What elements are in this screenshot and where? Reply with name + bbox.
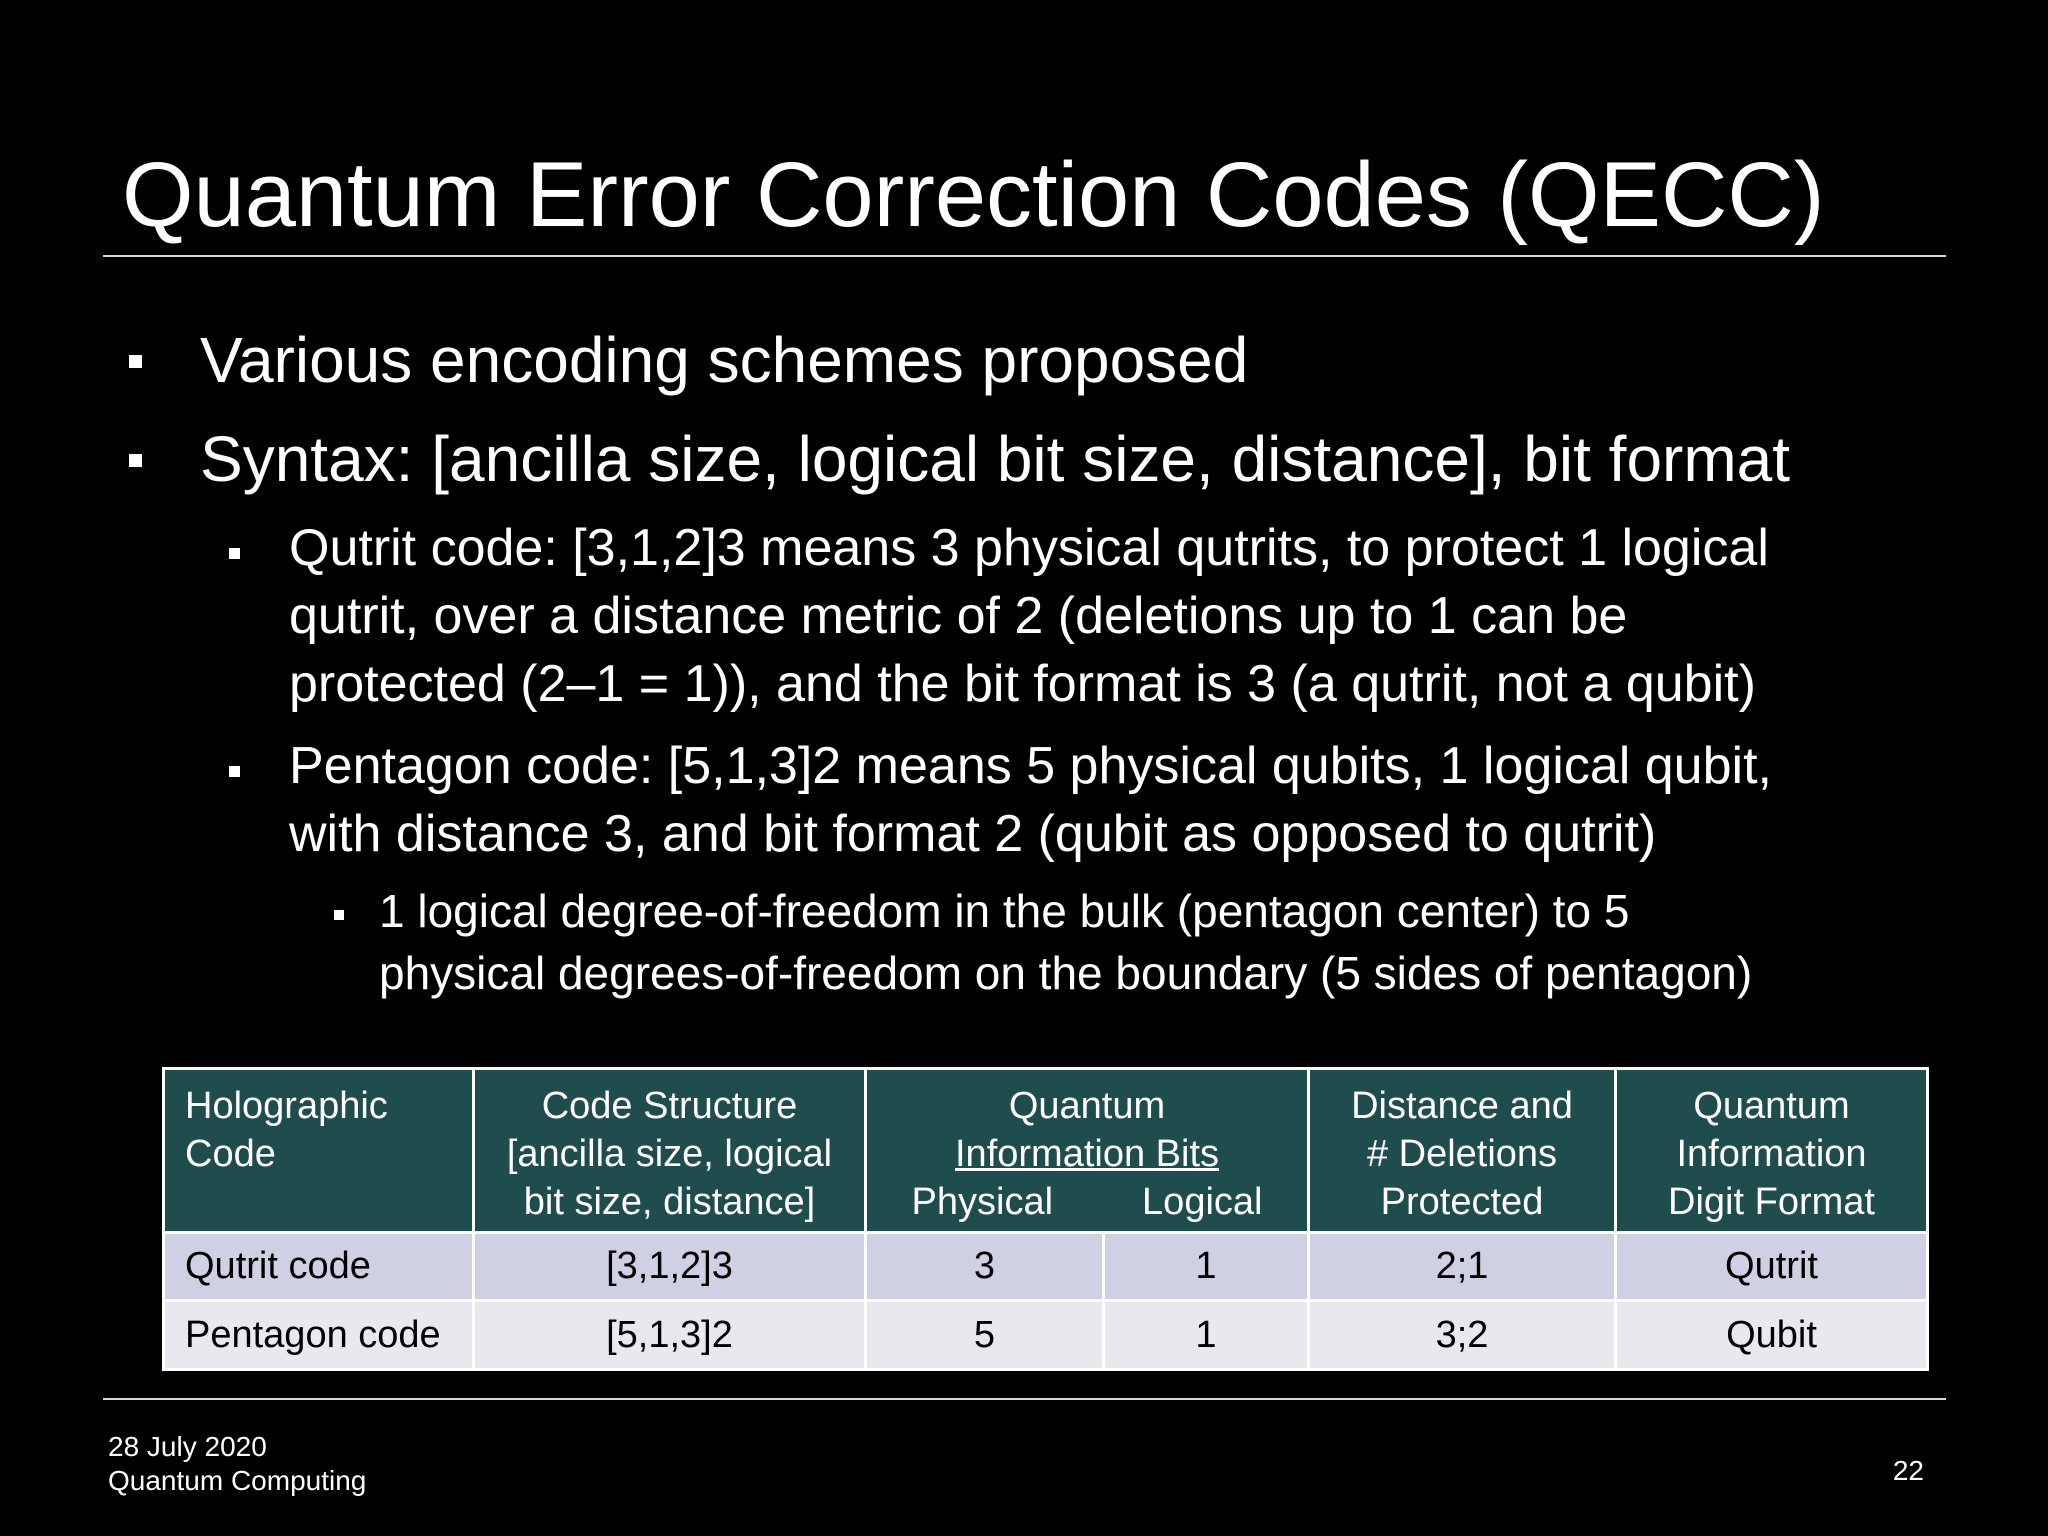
footer-divider (103, 1398, 1946, 1400)
header-line: Holographic (185, 1085, 388, 1127)
cell-logical: 1 (1104, 1232, 1309, 1301)
bullet-line: physical degrees-of-freedom on the boundary (5 sides of pentagon) (379, 947, 1753, 999)
bullet-line: protected (2–1 = 1)), and the bit format is 3 (a qutrit, not a qubit) (289, 655, 1756, 713)
cell-physical: 5 (866, 1301, 1104, 1370)
square-bullet-icon (229, 766, 240, 777)
header-line: # Deletions (1366, 1133, 1558, 1175)
header-logical: Logical (1142, 1181, 1263, 1223)
header-code-structure (474, 1069, 866, 1233)
header-digit-format (1616, 1069, 1928, 1233)
sub-bullet-qutrit-code (289, 514, 1769, 718)
header-line: [ancilla size, logical (506, 1133, 833, 1175)
footer-date: 28 July 2020 (108, 1431, 267, 1462)
cell-distance: 2;1 (1309, 1232, 1616, 1301)
header-line: bit size, distance] (523, 1181, 816, 1223)
header-line: Code Structure (541, 1085, 798, 1127)
bullet-text: Syntax: [ancilla size, logical bit size, distance], bit format (200, 423, 1791, 495)
cell-logical: 1 (1104, 1301, 1309, 1370)
bullet-syntax (200, 410, 1790, 508)
cell-code: Qutrit code (164, 1232, 474, 1301)
footer-course: Quantum Computing (108, 1465, 367, 1496)
bullet-encoding-schemes (200, 311, 1248, 409)
table-row (164, 1301, 1928, 1370)
header-line-underlined: Information Bits (955, 1133, 1219, 1175)
sub-bullet-pentagon-code (289, 732, 1772, 868)
cell-structure: [5,1,3]2 (474, 1301, 866, 1370)
footer-info (108, 1430, 366, 1498)
qecc-table (162, 1067, 1926, 1371)
bullet-line: with distance 3, and bit format 2 (qubit as opposed to qutrit) (289, 805, 1657, 863)
cell-format: Qubit (1616, 1301, 1928, 1370)
table-row (164, 1232, 1928, 1301)
table-header-row (164, 1069, 1928, 1233)
cell-code: Pentagon code (164, 1301, 474, 1370)
header-line: Digit Format (1668, 1181, 1875, 1223)
header-physical: Physical (911, 1181, 1054, 1223)
header-line: Quantum (1693, 1085, 1850, 1127)
header-line: Quantum (1008, 1085, 1166, 1127)
header-distance-deletions (1309, 1069, 1616, 1233)
cell-structure: [3,1,2]3 (474, 1232, 866, 1301)
slide-title: Quantum Error Correction Codes (QECC) (122, 144, 1825, 246)
page-number: 22 (1892, 1455, 1924, 1486)
bullet-text: Various encoding schemes proposed (200, 324, 1249, 396)
square-bullet-icon (129, 355, 142, 368)
bullet-line: 1 logical degree-of-freedom in the bulk (pentagon center) to 5 (379, 885, 1630, 937)
square-bullet-icon (334, 910, 344, 920)
header-holographic-code (164, 1069, 474, 1233)
square-bullet-icon (129, 454, 142, 467)
header-line: Protected (1380, 1181, 1544, 1223)
bullet-line: Pentagon code: [5,1,3]2 means 5 physical qubits, 1 logical qubit, (289, 737, 1772, 795)
square-bullet-icon (229, 548, 240, 559)
title-divider (103, 255, 1946, 257)
bullet-line: Qutrit code: [3,1,2]3 means 3 physical qutrits, to protect 1 logical (289, 519, 1769, 577)
header-line: Code (185, 1133, 276, 1175)
bullet-line: qutrit, over a distance metric of 2 (deletions up to 1 can be (289, 587, 1628, 645)
header-line: Information (1676, 1133, 1867, 1175)
header-subcolumns (867, 1178, 1307, 1226)
cell-format: Qutrit (1616, 1232, 1928, 1301)
cell-distance: 3;2 (1309, 1301, 1616, 1370)
header-line: Distance and (1351, 1085, 1573, 1127)
sub-sub-bullet-degree-of-freedom (379, 880, 1752, 1004)
cell-physical: 3 (866, 1232, 1104, 1301)
header-quantum-information-bits (866, 1069, 1309, 1233)
